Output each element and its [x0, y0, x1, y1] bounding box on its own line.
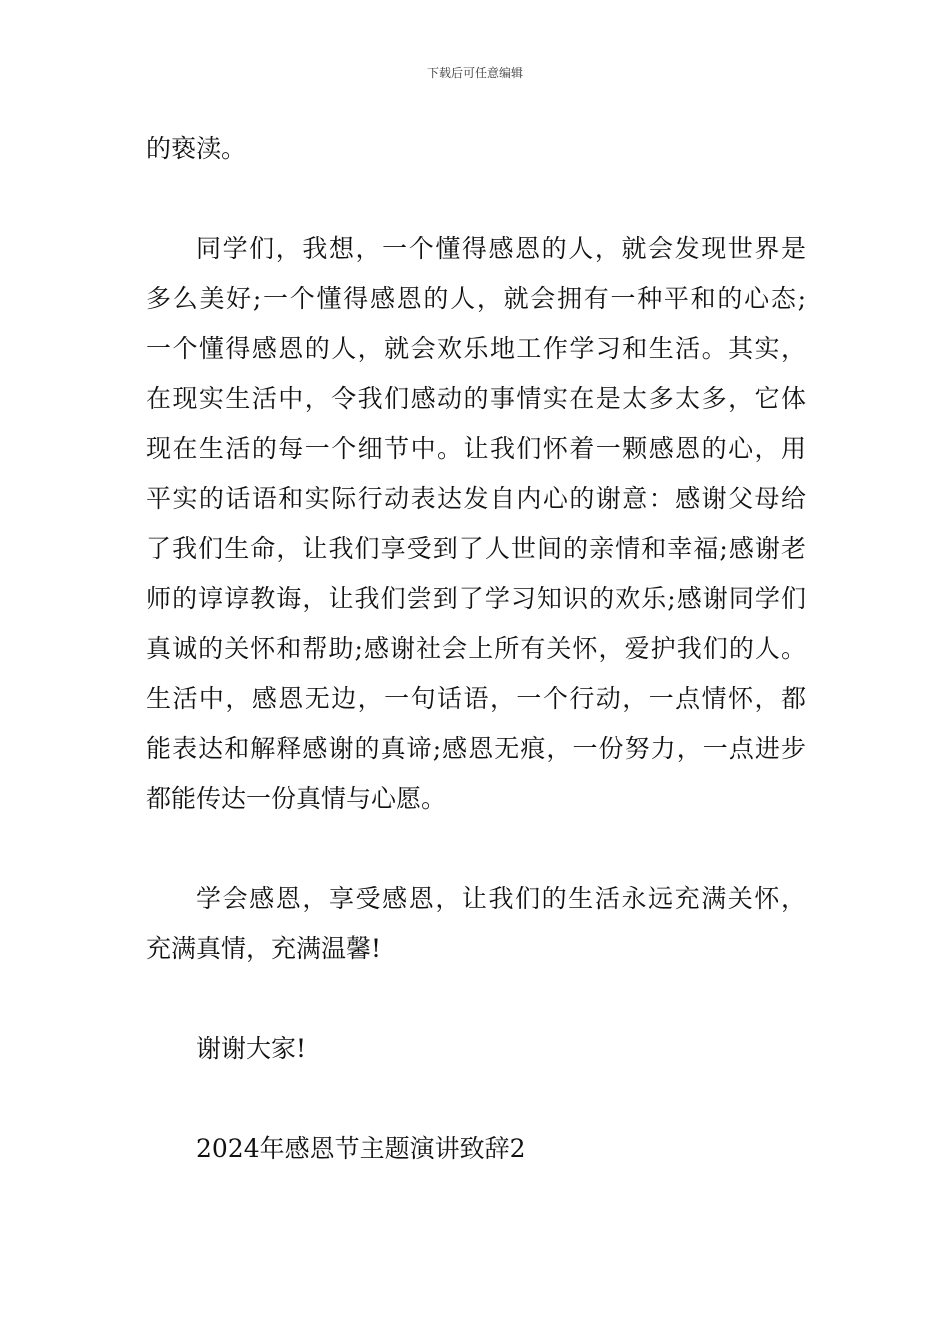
paragraph-gap — [146, 824, 806, 874]
paragraph-3 — [146, 874, 806, 974]
section-title — [146, 1124, 806, 1174]
document-body — [146, 124, 806, 1174]
paragraph-4 — [146, 1024, 806, 1074]
page-header-note: 下载后可任意编辑 — [426, 66, 523, 80]
text-line: 充满真情，充满温馨! — [146, 934, 382, 963]
paragraph-gap — [146, 174, 806, 224]
text-line: 了我们生命，让我们享受到了人世间的亲情和幸福;感谢老 — [146, 534, 806, 563]
text-line: 现在生活的每一个细节中。让我们怀着一颗感恩的心，用 — [146, 434, 806, 463]
text-line: 生活中，感恩无边，一句话语，一个行动，一点情怀，都 — [146, 684, 806, 713]
text-line: 2024年感恩节主题演讲致辞2 — [196, 1134, 526, 1163]
text-line: 的亵渎。 — [146, 134, 247, 163]
paragraph-2 — [146, 224, 806, 824]
text-line: 同学们，我想，一个懂得感恩的人，就会发现世界是 — [196, 234, 806, 263]
text-line: 多么美好;一个懂得感恩的人，就会拥有一种平和的心态; — [146, 284, 806, 313]
text-line: 都能传达一份真情与心愿。 — [146, 784, 447, 813]
paragraph-gap — [146, 1074, 806, 1124]
text-line: 一个懂得感恩的人，就会欢乐地工作学习和生活。其实， — [146, 334, 806, 363]
text-line: 平实的话语和实际行动表达发自内心的谢意：感谢父母给 — [146, 484, 806, 513]
text-line: 谢谢大家! — [196, 1034, 307, 1063]
text-line: 能表达和解释感谢的真谛;感恩无痕，一份努力，一点进步 — [146, 734, 806, 763]
paragraph-gap — [146, 974, 806, 1024]
text-line: 真诚的关怀和帮助;感谢社会上所有关怀，爱护我们的人。 — [146, 634, 806, 663]
text-line: 师的谆谆教诲，让我们尝到了学习知识的欢乐;感谢同学们 — [146, 584, 806, 613]
text-line: 在现实生活中，令我们感动的事情实在是太多太多，它体 — [146, 384, 806, 413]
paragraph-1 — [146, 124, 806, 174]
text-line: 学会感恩，享受感恩，让我们的生活永远充满关怀， — [196, 884, 806, 913]
